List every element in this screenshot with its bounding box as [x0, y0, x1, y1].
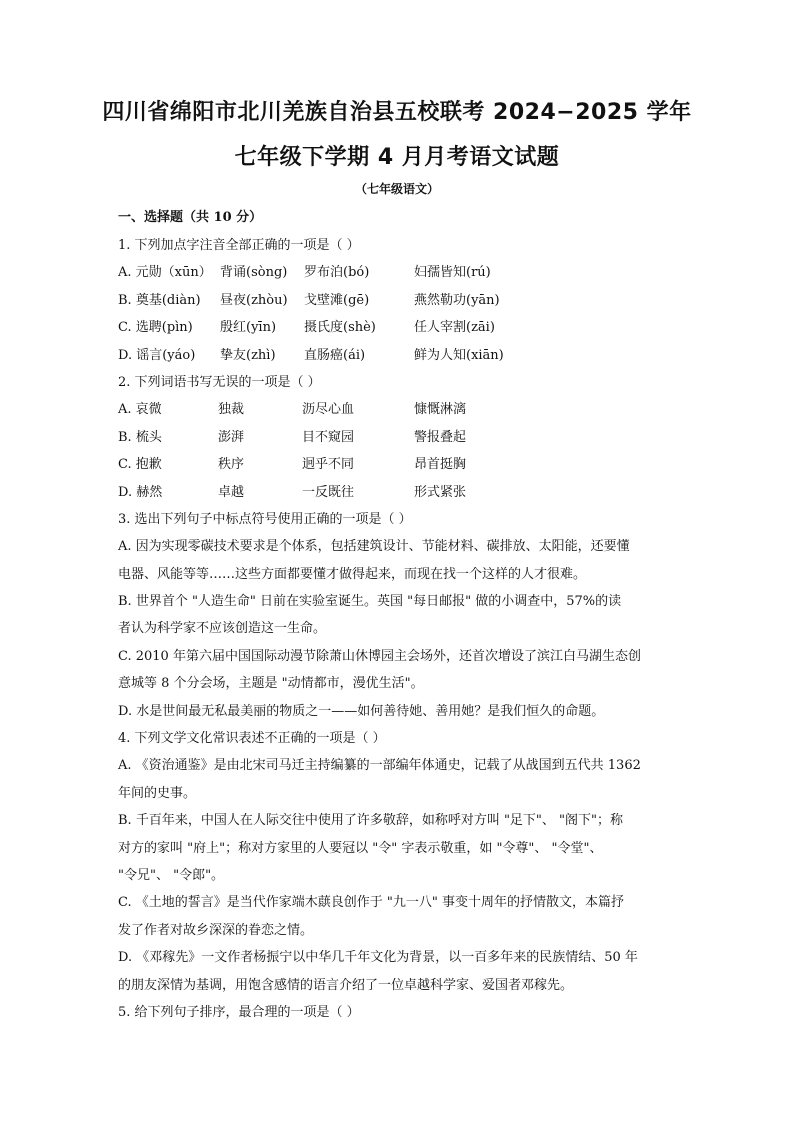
option-cell: 秩序	[218, 457, 245, 473]
question-1-option-b	[118, 287, 678, 314]
option-cell: 形式紧张	[414, 484, 467, 500]
question-3-option-a-line1: A. 因为实现零碳技术要求是个体系，包括建筑设计、节能材料、碳排放、太阳能，还要懂	[118, 539, 630, 555]
question-4-stem: 4. 下列文学文化常识表述不正确的一项是（ ）	[118, 731, 386, 747]
question-3-option-d-line1: D. 水是世间最无私最美丽的物质之一——如何善待她、善用她？是我们恒久的命题。	[118, 703, 605, 719]
questions-body	[118, 232, 678, 1026]
option-cell: 挚友(zhì)	[220, 347, 276, 363]
option-cell: 一反既往	[302, 484, 355, 500]
question-2-option-b	[118, 424, 678, 451]
option-cell: 昂首挺胸	[414, 457, 467, 473]
question-4-option-b-line1: B. 千百年来，中国人在人际交往中使用了许多敬辞，如称呼对方叫 "足下"、 "阁下"；称	[118, 813, 624, 829]
question-4-option-d-line2: 的朋友深情为基调，用饱含感情的语言介绍了一位卓越科学家、爱国者邓稼先。	[118, 977, 574, 993]
option-cell: 目不窥园	[302, 429, 355, 445]
option-cell: 妇孺皆知(rú)	[414, 265, 491, 281]
option-cell: 沥尽心血	[302, 402, 355, 418]
option-cell: C. 抱歉	[118, 457, 162, 473]
option-cell: 燕然勒功(yān)	[414, 292, 500, 308]
question-3-option-b-line1: B. 世界首个 "人造生命" 日前在实验室诞生。英国 "每日邮报" 做的小调查中，57%的读	[118, 594, 622, 610]
question-2-stem: 2. 下列词语书写无误的一项是（ ）	[118, 374, 321, 390]
question-4-option-a-line1: A. 《资治通鉴》是由北宋司马迁主持编纂的一部编年体通史，记载了从战国到五代共 1362	[118, 758, 641, 774]
question-4-option-b-line2: 对方的家叫 "府上"；称对方家里的人要冠以 "令" 字表示敬重，如 "令尊"、 "令堂"、	[118, 840, 603, 856]
question-5-stem: 5. 给下列句子排序，最合理的一项是（ ）	[118, 1004, 360, 1020]
question-1-stem: 1. 下列加点字注音全部正确的一项是（ ）	[118, 238, 360, 253]
question-4-option-b-line3: "令兄"、 "令郎"。	[118, 867, 225, 883]
exam-subtitle: （七年级语文）	[354, 182, 439, 196]
option-cell: 戈壁滩(gē)	[304, 292, 370, 308]
option-cell: 慷慨淋漓	[414, 402, 467, 418]
option-cell: D. 谣言(yáo)	[118, 347, 196, 363]
option-cell: 昼夜(zhòu)	[220, 292, 288, 308]
option-cell: B. 梳头	[118, 429, 162, 445]
option-cell: 摄氏度(shè)	[304, 320, 376, 336]
option-cell: 背诵(sòng)	[220, 265, 288, 281]
question-3-option-a-line2: 电器、风能等等……这些方面都要懂才做得起来，而现在找一个这样的人才很难。	[118, 566, 587, 582]
option-cell: A. 哀微	[118, 402, 162, 418]
option-cell: 直肠癌(ái)	[304, 347, 366, 363]
question-1-option-a	[118, 259, 678, 286]
option-cell: B. 奠基(diàn)	[118, 292, 201, 308]
question-4-option-c-line1: C. 《土地的誓言》是当代作家端木蕻良创作于 "九一八" 事变十周年的抒情散文，本篇抒	[118, 895, 624, 911]
question-4-option-a-line2: 年间的史事。	[118, 785, 197, 801]
option-cell: 迥乎不同	[302, 457, 355, 473]
option-cell: 卓越	[218, 484, 245, 500]
section-heading: 一、选择题（共 10 分）	[118, 210, 263, 225]
option-cell: 罗布泊(bó)	[304, 265, 370, 281]
question-3-option-c-line1: C. 2010 年第六届中国国际动漫节除萧山休博园主会场外，还首次增设了滨江白马湖生态创	[118, 648, 641, 664]
question-3-option-c-line2: 意城等 8 个分会场，主题是 "动情都市，漫优生活"。	[118, 676, 424, 692]
option-cell: 殷红(yīn)	[220, 320, 277, 336]
question-1-option-d	[118, 342, 678, 369]
option-cell: 警报叠起	[414, 429, 467, 445]
exam-title-line1: 四川省绵阳市北川羌族自治县五校联考 2024−2025 学年	[102, 100, 692, 125]
option-cell: 澎湃	[218, 429, 245, 445]
question-4-option-c-line2: 发了作者对故乡深深的眷恋之情。	[118, 922, 314, 938]
question-4-option-d-line1: D. 《邓稼先》一文作者杨振宁以中华几千年文化为背景，以一百多年来的民族情结、50 年	[118, 950, 638, 966]
option-cell: 独裁	[218, 402, 245, 418]
option-cell: 鲜为人知(xiān)	[414, 347, 504, 363]
question-1-option-c	[118, 314, 678, 341]
option-cell: C. 选聘(pìn)	[118, 320, 193, 336]
question-2-option-c	[118, 451, 678, 478]
question-3-stem: 3. 选出下列句子中标点符号使用正确的一项是（ ）	[118, 511, 412, 527]
question-3-option-b-line2: 者认为科学家不应该创造这一生命。	[118, 621, 327, 637]
question-2-option-d	[118, 479, 678, 506]
question-2-option-a	[118, 396, 678, 423]
option-cell: A. 元勋（xūn）	[118, 265, 212, 281]
exam-title-line2: 七年级下学期 4 月月考语文试题	[234, 145, 560, 170]
option-cell: 任人宰割(zāi)	[414, 320, 495, 336]
option-cell: D. 赫然	[118, 484, 163, 500]
